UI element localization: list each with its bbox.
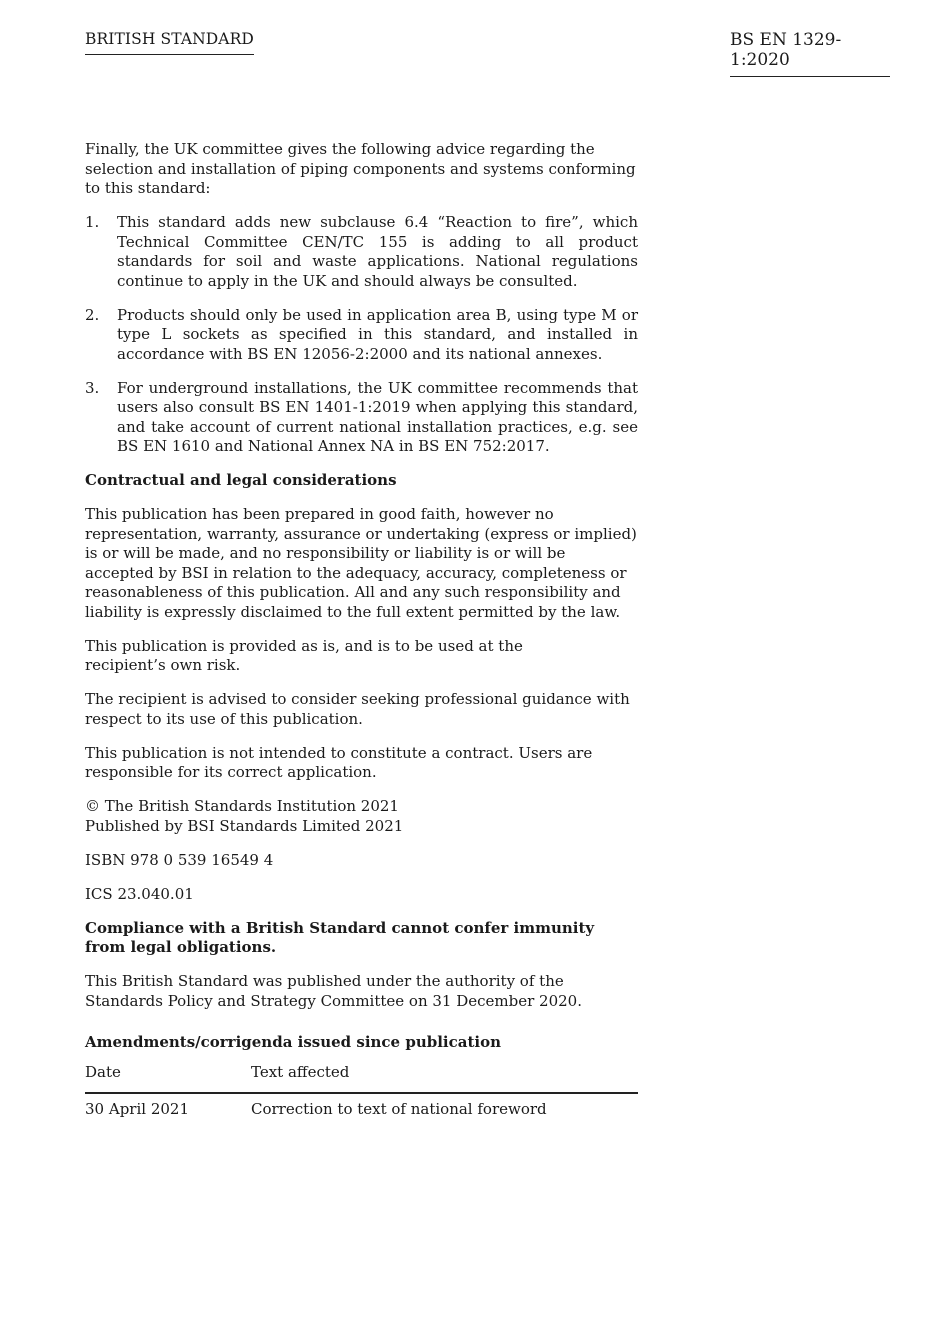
as-is-line-2: recipient’s own risk. bbox=[85, 656, 241, 674]
list-item bbox=[85, 379, 638, 457]
copyright-block bbox=[85, 797, 638, 836]
ics: ICS 23.040.01 bbox=[85, 884, 194, 903]
header-right: BS EN 1329-1:2020 bbox=[730, 30, 890, 77]
authority-paragraph bbox=[85, 972, 638, 1011]
header-left: BRITISH STANDARD bbox=[85, 30, 254, 55]
as-is-line-1: This publication is provided as is, and is to be used at the bbox=[85, 636, 523, 655]
list-item-text: For underground installations, the UK committee recommends that users also consult BS EN 1401-1:2019 when applying this standard, and take account of current national installation practices, e.g. see BS EN 1610 and National Annex NA in BS EN 752:2017. bbox=[117, 378, 638, 455]
list-item bbox=[85, 213, 638, 291]
list-item-number: 1. bbox=[85, 213, 100, 231]
amendment-text: Correction to text of national foreword bbox=[251, 1100, 547, 1118]
table-row bbox=[85, 1093, 638, 1120]
isbn: ISBN 978 0 539 16549 4 bbox=[85, 850, 274, 869]
contractual-heading: Contractual and legal considerations bbox=[85, 471, 397, 489]
list-item-number: 2. bbox=[85, 305, 100, 324]
document-body bbox=[85, 140, 638, 1120]
table-header-row bbox=[85, 1063, 638, 1094]
as-is-paragraph bbox=[85, 637, 638, 676]
contract-paragraph: This publication is not intended to constitute a contract. Users are responsible for its correct application. bbox=[85, 743, 593, 781]
list-item bbox=[85, 306, 638, 365]
amendments-table bbox=[85, 1063, 638, 1120]
list-item-number: 3. bbox=[85, 378, 100, 397]
amendments-heading: Amendments/corrigenda issued since publication bbox=[85, 1033, 501, 1051]
list-item-text: This standard adds new subclause 6.4 “Reaction to fire”, which Technical Committee CEN/TC 155 is adding to all product standards for soil and waste applications. National regulations continue to apply in the UK and should always be consulted. bbox=[117, 213, 638, 290]
authority-line-2: Standards Policy and Strategy Committee on 31 December 2020. bbox=[85, 991, 582, 1010]
disclaimer-paragraph: This publication has been prepared in good faith, however no representation, warranty, assurance or undertaking (express or implied) is or will be made, and no responsibility or liability is or will be accepted by BSI in relation to the adequacy, accuracy, completeness or reasonableness of this publication. All and any such responsibility and liability is expressly disclaimed to the full extent permitted by the law. bbox=[85, 505, 637, 621]
publisher-line: Published by BSI Standards Limited 2021 bbox=[85, 816, 404, 835]
guidance-paragraph: The recipient is advised to consider seeking professional guidance with respect to its use of this publication. bbox=[85, 690, 630, 728]
column-header-date: Date bbox=[85, 1063, 251, 1094]
compliance-heading: Compliance with a British Standard cannot confer immunity from legal obligations. bbox=[85, 918, 595, 956]
amendment-date: 30 April 2021 bbox=[85, 1100, 189, 1118]
list-item-text: Products should only be used in application area B, using type M or type L sockets as specified in this standard, and installed in accordance with BS EN 12056-2:2000 and its national annexes. bbox=[117, 305, 638, 363]
advice-list bbox=[85, 213, 638, 457]
intro-paragraph: Finally, the UK committee gives the following advice regarding the selection and installation of piping components and systems conforming to this standard: bbox=[85, 140, 636, 197]
authority-line-1: This British Standard was published under the authority of the bbox=[85, 972, 564, 990]
column-header-text-affected: Text affected bbox=[251, 1063, 638, 1094]
copyright-line: © The British Standards Institution 2021 bbox=[85, 797, 399, 815]
